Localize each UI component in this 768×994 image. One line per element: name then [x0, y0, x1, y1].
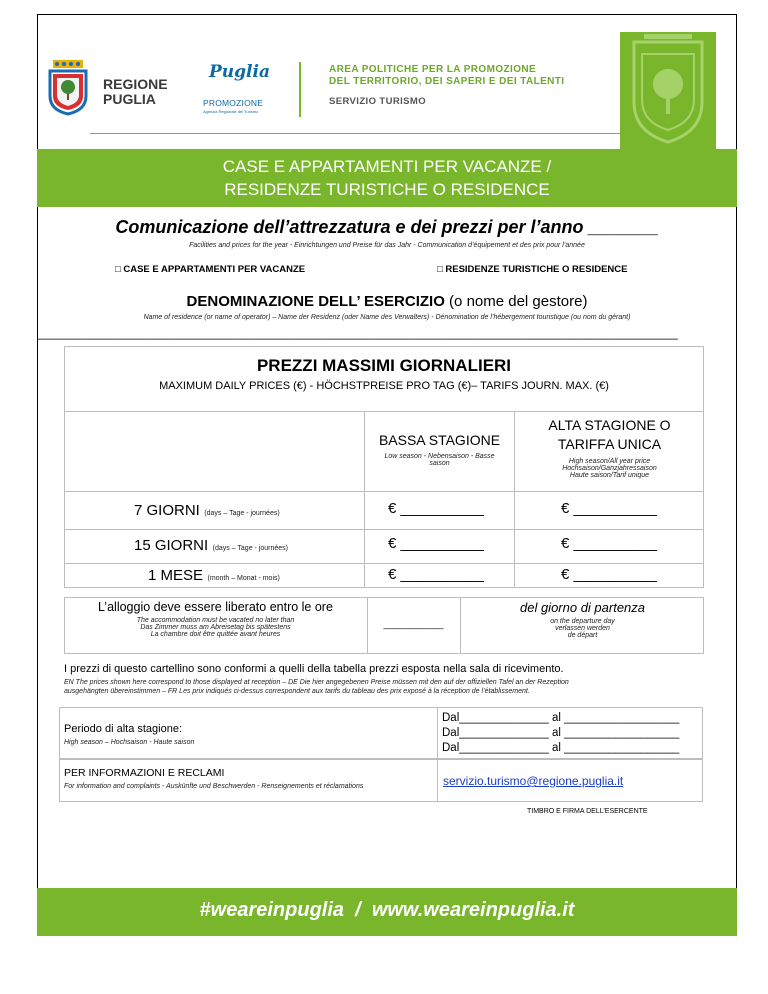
header-emblem [620, 32, 716, 149]
footer-banner [37, 888, 737, 936]
area-text [329, 64, 564, 108]
price-low-field[interactable]: € __________ [388, 566, 484, 583]
period-range-1[interactable]: Dal______________ al __________________ [442, 712, 680, 724]
price-low-field[interactable]: € __________ [388, 535, 484, 552]
denomination-fill-line[interactable]: ________________________________________________________________________________________________ [37, 326, 678, 340]
price-row-7-days [64, 492, 704, 529]
price-row-15-days [64, 530, 704, 563]
checkout-sub2: Das Zimmer muss am Abreisetag bis spätestens [140, 624, 291, 631]
checkout-sub1: The accommodation must be vacated no later than [136, 617, 295, 624]
prices-title: PREZZI MASSIMI GIORNALIERI [256, 356, 512, 375]
row-label-note: (days – Tage - journées) [204, 510, 280, 517]
period-ranges [442, 711, 679, 756]
departure-sub1: on the departure day [550, 618, 615, 625]
checkout-sub3: La chambre doit être quittée avant heures [150, 631, 281, 638]
checkout-title: L’alloggio deve essere liberato entro le ore [98, 600, 333, 614]
prices-header-divider [64, 411, 704, 412]
high-season-sub-2: Hochsaison/Ganzjahressaison [562, 465, 657, 472]
price-row-label [134, 537, 288, 555]
region-name-line1: REGIONE [103, 76, 168, 92]
high-season-sub-1: High season/All year price [568, 458, 651, 465]
denomination-bold: DENOMINAZIONE DELL’ ESERCIZIO [186, 293, 445, 310]
footer-text: #weareinpuglia / www.weareinpuglia.it [199, 899, 575, 921]
price-high-field[interactable]: € __________ [561, 566, 657, 583]
high-season-period-label [64, 723, 194, 746]
checkout-right [461, 600, 704, 639]
communication-subtitle: Facilities and prices for the year - Einrichtungen und Preise für das Jahr - Communication d’équipement et des prix pour l’année [189, 242, 585, 249]
option-case-appartamenti[interactable]: □ CASE E APPARTAMENTI PER VACANZE [115, 264, 306, 275]
info-label: PER INFORMAZIONI E RECLAMI [64, 767, 225, 779]
puglia-promozione-logo [203, 60, 271, 116]
price-low-field[interactable]: € __________ [388, 500, 484, 517]
conformity-text: I prezzi di questo cartellino sono conformi a quelli della tabella prezzi esposta nella sala di ricevimento. [64, 663, 564, 675]
region-logo [47, 58, 89, 116]
info-email-link[interactable]: servizio.turismo@regione.puglia.it [443, 774, 624, 788]
row-label-text: 15 GIORNI [134, 537, 209, 554]
period-label: Periodo di alta stagione: [64, 723, 183, 735]
low-season-header [365, 432, 514, 467]
row-label-note: (days – Tage - journées) [212, 545, 288, 552]
period-sub: High season – Hochsaison - Haute saison [64, 739, 195, 746]
high-season-header [515, 416, 704, 479]
departure-sub2: verlassen werden [555, 625, 610, 632]
low-season-sub: Low season - Nebensaison - Basse saison [384, 453, 495, 467]
promo-logo-mark: Puglia [209, 62, 270, 82]
row-label-text: 7 GIORNI [134, 502, 200, 519]
departure-title: del giorno di partenza [519, 600, 646, 615]
denomination-normal: (o nome del gestore) [444, 293, 588, 310]
info-sub: For information and complaints - Auskünfte und Beschwerden - Renseignements et réclamations [64, 783, 364, 790]
price-row-1-month [64, 564, 704, 588]
price-high-field[interactable]: € __________ [561, 500, 657, 517]
area-line1: AREA POLITICHE PER LA PROMOZIONE [329, 64, 537, 75]
banner-line1: CASE E APPARTAMENTI PER VACANZE / [222, 157, 552, 176]
row-label-text: 1 MESE [148, 567, 204, 584]
promo-subtitle: Agenzia Regionale del Turismo [203, 109, 259, 114]
high-season-period-divider [437, 707, 438, 759]
period-range-2[interactable]: Dal______________ al __________________ [442, 727, 680, 739]
title-banner [37, 149, 737, 207]
option-residenze[interactable]: □ RESIDENZE TURISTICHE O RESIDENCE [437, 264, 628, 275]
region-name [103, 77, 168, 107]
price-row-label [134, 502, 280, 520]
banner-line2: RESIDENZE TURISTICHE O RESIDENCE [224, 180, 550, 199]
price-row-label [148, 567, 280, 585]
high-season-sub-3: Haute saison/Tarif unique [569, 472, 650, 479]
header-divider [299, 62, 301, 117]
row-label-note: (month – Monat - mois) [207, 575, 280, 582]
price-high-field[interactable]: € __________ [561, 535, 657, 552]
high-season-title-2: TARIFFA UNICA [557, 436, 662, 452]
info-label-block [64, 767, 363, 790]
high-season-title-1: ALTA STAGIONE O [548, 417, 671, 433]
denomination-title [37, 293, 737, 310]
conformity-sub1: EN The prices shown here correspond to those displayed at reception – DE Die hier angegebenen Preise müssen mit den auf der offiziellen Tafel an der Rezeption [64, 679, 569, 686]
checkout-time-field[interactable]: ____________ [383, 619, 444, 629]
period-range-3[interactable]: Dal______________ al __________________ [442, 742, 680, 754]
promo-label: PROMOZIONE [203, 98, 264, 108]
region-name-line2: PUGLIA [103, 91, 156, 107]
conformity-sub2: ausgehängten übereinstimmen – FR Les prix indiqués ci-dessus correspondent aux tarifs du tableau des prix exposé à la réception de l’établissement. [64, 688, 530, 695]
signature-label: TIMBRO E FIRMA DELL’ESERCENTE [527, 808, 648, 815]
denomination-subtitle: Name of residence (or name of operator) – Name der Residenz (oder Name des Verwalters) - Dénomination de l’hébergement touristique (ou nom du gérant) [143, 314, 631, 321]
low-season-title: BASSA STAGIONE [378, 432, 501, 448]
departure-sub3: de départ [567, 632, 598, 639]
communication-title: Comunicazione dell’attrezzatura e dei prezzi per l’anno _______ [115, 217, 659, 237]
checkout-left [64, 600, 367, 638]
area-line2: DEL TERRITORIO, DEI SAPERI E DEI TALENTI [329, 76, 565, 87]
header-underline [90, 133, 620, 134]
prices-subtitle: MAXIMUM DAILY PRICES (€) - HÖCHSTPREISE PRO TAG (€)– TARIFS JOURN. MAX. (€) [159, 380, 609, 392]
service-name: SERVIZIO TURISMO [329, 96, 427, 107]
info-divider [437, 759, 438, 802]
